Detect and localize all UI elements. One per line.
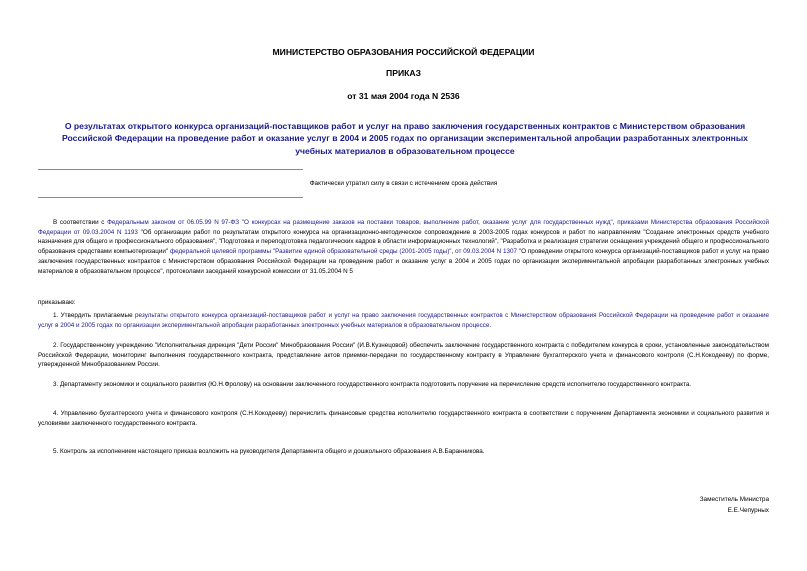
program-link[interactable]: федеральной целевой программы "Развитие единой образовательной среды (2001-2005 годы)" (169, 248, 452, 256)
status-note: Фактически утратил силу в связи с истечением срока действия (309, 180, 498, 187)
order-item-4: 4. Управлению бухгалтерского учета и финансового контроля (С.Н.Кокодееву) перечислить финансовые средства исполнителю государственного контракта в соответствии с поручением Департамента экономики и социального развития и условиями заключенного государственного контракта. (38, 410, 769, 427)
preamble-text: "О проведении открытого конкурса организаций-поставщиков работ и услуг на право заключения государственных контрактов с Министерством образования Российской Федерации на проведение работ и оказание услуг в 2004 и 2005 годах по организации экспериментальной апробации разработанных электронных учебных материалов в образовательном процессе", протоколами заседаний конкурсной комиссии от 31.05.2004 N 5 (38, 248, 770, 275)
document-date-number: от 31 мая 2004 года N 2536 (347, 91, 460, 101)
divider-top (38, 169, 303, 170)
ministry-heading: МИНИСТЕРСТВО ОБРАЗОВАНИЯ РОССИЙСКОЙ ФЕДЕРАЦИИ (272, 47, 535, 57)
signer-position: Заместитель Министра (699, 496, 769, 503)
order-item-2: 2. Государственному учреждению "Исполнительная дирекция "Дети России" Минобразования России" (И.В.Кузнецовой) обеспечить заключение государственного контракта с победителем конкурса в сроки, установленные законодательством Российской Федерации, мониторинг выполнения государственного контракта, представление актов приемки-передачи по государственному контракту в Управление бухгалтерского учета и финансового контроля (С.Н.Кокодееву) по форме, утвержденной Минобразованием России. (38, 342, 769, 369)
law-link[interactable]: Федеральным законом от 06.05.99 N 97-ФЗ "О конкурсах на размещение заказов на поставки товаров, выполнение работ, оказание услуг для государственных нужд" (107, 219, 613, 226)
order-item-5: 5. Контроль за исполнением настоящего приказа возложить на руководителя Департамента общего и дошкольного образования А.В.Баранникова. (53, 448, 485, 455)
preamble-text: В соответствии с (53, 219, 108, 226)
preamble-text: "Об организации работ по результатам открытого конкурса на организационно-методическое сопровождение в 2003-2005 годах конкурсов и работ по направлениям "Создание электронных средств учебного назначения для общего и профессионального образования", "Подготовка и переподготовка педагогических кадров в области информационных технологий", "Разработка и реализация стратегии оснащения учреждений общего и профессионального образования средствами компьютеризации" (38, 228, 769, 256)
divider-bottom (38, 197, 303, 198)
document-type: ПРИКАЗ (386, 68, 421, 78)
title-lead: О (64, 121, 74, 131)
signer-name: Е.Е.Чепурных (727, 507, 769, 514)
item-text: . (489, 321, 492, 329)
item-text: 1. Утвердить прилагаемые (53, 312, 136, 319)
order-1193-link[interactable]: приказами Министерства образования Российской Федерации от 09.03.2004 N 1193 (38, 219, 770, 236)
preamble-paragraph (38, 218, 769, 276)
order-1307-link[interactable]: от 09.03.2004 N 1307 (455, 248, 518, 256)
order-item-3: 3. Департаменту экономики и социального развития (Ю.Н.Фролову) на основании заключенного государственного контракта подготовить поручение на перечисление средств исполнителю государственного контракта. (53, 381, 692, 388)
order-word: приказываю: (38, 299, 76, 306)
results-link[interactable]: результаты открытого конкурса организаций-поставщиков работ и услуг на право заключения государственных контрактов с Министерством образования Российской Федерации на проведение работ и оказание услуг в 2004 и 2005 годах по организации экспериментальной апробации разработанных электронных учебных материалов в образовательном процессе (38, 312, 769, 329)
preamble-text: , (612, 219, 618, 226)
document-title (55, 120, 755, 157)
preamble-text: , (451, 248, 456, 256)
order-item-1 (38, 311, 769, 330)
title-link[interactable]: результатах открытого конкурса организаций-поставщиков работ и услуг на право заключения государственных контрактов с Министерством образования Российской Федерации на проведение работ и оказание услуг в 2004 и 2005 годах по организации экспериментальной апробации разработанных электронных учебных материалов в образовательном процессе (62, 121, 748, 156)
